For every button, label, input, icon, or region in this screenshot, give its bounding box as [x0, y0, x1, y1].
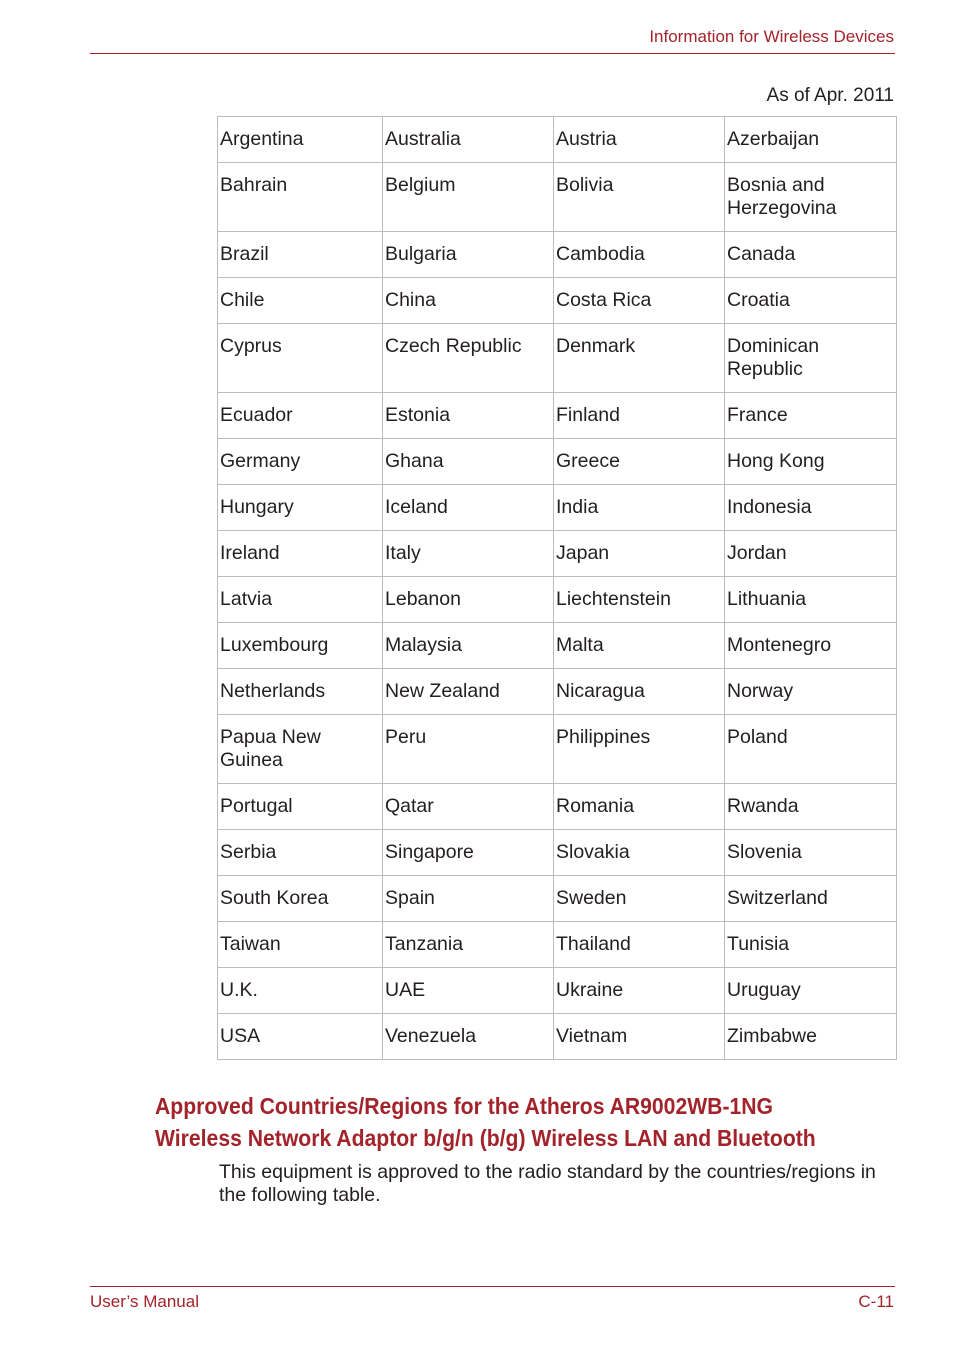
table-cell: Canada — [725, 232, 897, 278]
table-cell: Chile — [218, 278, 383, 324]
table-cell: Liechtenstein — [554, 577, 725, 623]
table-cell: Serbia — [218, 830, 383, 876]
table-cell: Malaysia — [383, 623, 554, 669]
table-row — [218, 830, 897, 876]
table-cell: India — [554, 485, 725, 531]
header-divider — [90, 53, 895, 54]
table-cell: Thailand — [554, 922, 725, 968]
table-cell: Uruguay — [725, 968, 897, 1014]
table-cell: Indonesia — [725, 485, 897, 531]
table-cell: Tunisia — [725, 922, 897, 968]
table-cell: Latvia — [218, 577, 383, 623]
table-row — [218, 439, 897, 485]
table-cell: Sweden — [554, 876, 725, 922]
table-row — [218, 876, 897, 922]
table-cell: Romania — [554, 784, 725, 830]
table-cell: Hong Kong — [725, 439, 897, 485]
table-row — [218, 669, 897, 715]
table-cell: Tanzania — [383, 922, 554, 968]
footer-page-number: C-11 — [858, 1292, 894, 1311]
table-cell: Austria — [554, 117, 725, 163]
table-cell: Luxembourg — [218, 623, 383, 669]
table-row — [218, 232, 897, 278]
table-cell: Vietnam — [554, 1014, 725, 1060]
table-cell: South Korea — [218, 876, 383, 922]
footer-divider — [90, 1286, 895, 1287]
header-title: Information for Wireless Devices — [649, 27, 894, 46]
section-body-text: This equipment is approved to the radio standard by the countries/regions in the following table. — [219, 1161, 876, 1206]
table-cell: Bulgaria — [383, 232, 554, 278]
table-cell: U.K. — [218, 968, 383, 1014]
table-cell: Bosnia and Herzegovina — [725, 163, 897, 232]
table-cell: Ecuador — [218, 393, 383, 439]
as-of-date: As of Apr. 2011 — [766, 85, 894, 106]
countries-table — [217, 116, 897, 1060]
table-row — [218, 1014, 897, 1060]
table-cell: Italy — [383, 531, 554, 577]
table-cell: Slovenia — [725, 830, 897, 876]
table-cell: Philippines — [554, 715, 725, 784]
table-cell: Hungary — [218, 485, 383, 531]
table-cell: Croatia — [725, 278, 897, 324]
table-cell: Zimbabwe — [725, 1014, 897, 1060]
table-row — [218, 922, 897, 968]
table-cell: Brazil — [218, 232, 383, 278]
table-row — [218, 715, 897, 784]
table-cell: Belgium — [383, 163, 554, 232]
table-cell: Ukraine — [554, 968, 725, 1014]
table-cell: Japan — [554, 531, 725, 577]
table-cell: Switzerland — [725, 876, 897, 922]
table-cell: Malta — [554, 623, 725, 669]
table-row — [218, 278, 897, 324]
table-cell: France — [725, 393, 897, 439]
table-cell: Peru — [383, 715, 554, 784]
table-cell: Qatar — [383, 784, 554, 830]
table-row — [218, 784, 897, 830]
table-row — [218, 968, 897, 1014]
table-cell: Lebanon — [383, 577, 554, 623]
table-row — [218, 163, 897, 232]
table-row — [218, 623, 897, 669]
table-cell: Poland — [725, 715, 897, 784]
table-cell: Cambodia — [554, 232, 725, 278]
table-row — [218, 577, 897, 623]
table-cell: Cyprus — [218, 324, 383, 393]
table-cell: Slovakia — [554, 830, 725, 876]
footer-manual-title: User’s Manual — [90, 1292, 199, 1311]
table-row — [218, 393, 897, 439]
table-cell: Iceland — [383, 485, 554, 531]
table-cell: Norway — [725, 669, 897, 715]
table-cell: Papua New Guinea — [218, 715, 383, 784]
table-cell: Denmark — [554, 324, 725, 393]
section-heading-line: Approved Countries/Regions for the Atheros AR9002WB-1NG — [155, 1093, 774, 1119]
table-cell: Taiwan — [218, 922, 383, 968]
table-cell: Finland — [554, 393, 725, 439]
table-cell: Portugal — [218, 784, 383, 830]
table-cell: Ireland — [218, 531, 383, 577]
table-cell: Bahrain — [218, 163, 383, 232]
table-row — [218, 324, 897, 393]
table-cell: Bolivia — [554, 163, 725, 232]
table-cell: Dominican Republic — [725, 324, 897, 393]
section-heading — [155, 1090, 854, 1154]
table-cell: Spain — [383, 876, 554, 922]
section-heading-line: Wireless Network Adaptor b/g/n (b/g) Wireless LAN and Bluetooth — [155, 1125, 816, 1151]
table-cell: USA — [218, 1014, 383, 1060]
table-cell: Czech Republic — [383, 324, 554, 393]
table-row — [218, 485, 897, 531]
table-cell: Costa Rica — [554, 278, 725, 324]
table-cell: Estonia — [383, 393, 554, 439]
table-cell: Argentina — [218, 117, 383, 163]
table-row — [218, 117, 897, 163]
table-cell: Ghana — [383, 439, 554, 485]
table-cell: Azerbaijan — [725, 117, 897, 163]
table-cell: Jordan — [725, 531, 897, 577]
table-cell: Lithuania — [725, 577, 897, 623]
table-cell: Germany — [218, 439, 383, 485]
table-cell: China — [383, 278, 554, 324]
table-cell: Singapore — [383, 830, 554, 876]
table-cell: New Zealand — [383, 669, 554, 715]
table-cell: Montenegro — [725, 623, 897, 669]
table-cell: Nicaragua — [554, 669, 725, 715]
table-cell: Netherlands — [218, 669, 383, 715]
table-cell: Rwanda — [725, 784, 897, 830]
table-cell: Venezuela — [383, 1014, 554, 1060]
table-cell: Greece — [554, 439, 725, 485]
table-row — [218, 531, 897, 577]
table-cell: Australia — [383, 117, 554, 163]
table-cell: UAE — [383, 968, 554, 1014]
